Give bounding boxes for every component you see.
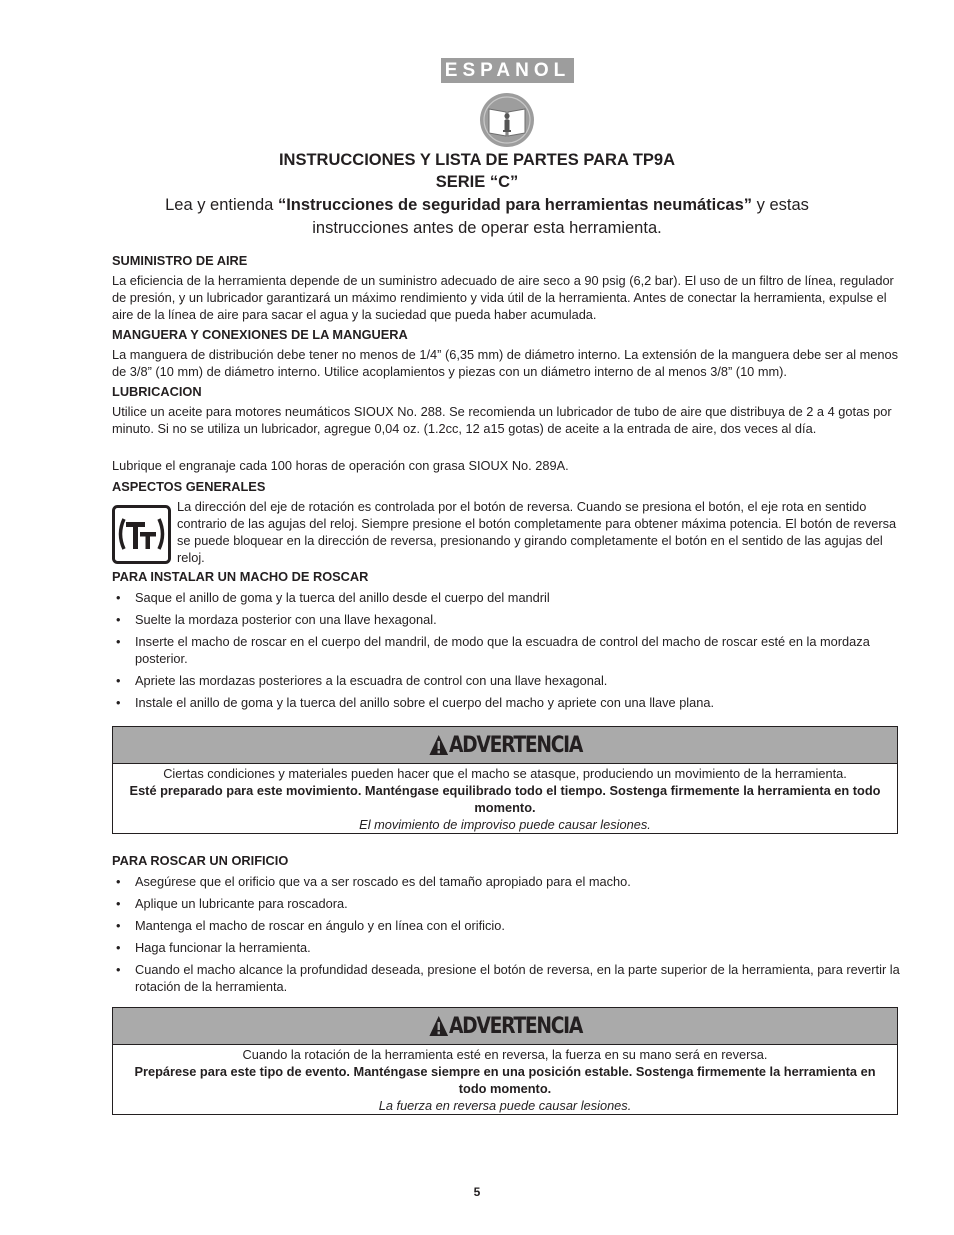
list-item: • Cuando el macho alcance la profundidad deseada, presione el botón de reversa, en la parte superior de la herramienta, para revertir la rotación de la herramienta. xyxy=(116,962,900,994)
series-label: SERIE “C” xyxy=(435,173,519,191)
warning-title: ADVERTENCIA xyxy=(428,1014,582,1039)
read-prefix: Lea y entienda xyxy=(165,196,278,214)
document-title: INSTRUCCIONES Y LISTA DE PARTES PARA TP9A xyxy=(278,151,676,169)
warning-box-reverse xyxy=(112,1007,898,1115)
language-badge: ESPANOL xyxy=(441,58,574,83)
air-supply-text: La eficiencia de la herramienta depende de un suministro adecuado de aire seco a 90 psig (6,2 bar). El uso de un filtro de línea, regulador de presión, y un lubricador garantizará un máximo rendimiento y vida útil de la herramienta. Antes de conectar la herramienta, expulse el aire de la línea de aire para sacar el agua y la suciedad que pueda haber acumulada. xyxy=(112,273,894,322)
list-item: • Apriete las mordazas posteriores a la escuadra de control con una llave hexagonal. xyxy=(116,673,608,688)
manual-info-icon xyxy=(479,92,535,148)
list-item: • Asegúrese que el orificio que va a ser roscado es del tamaño apropiado para el macho. xyxy=(116,874,631,889)
warning-box-binding xyxy=(112,726,898,834)
safety-instructions-title: “Instrucciones de seguridad para herramientas neumáticas” xyxy=(277,196,753,214)
read-suffix: y estas xyxy=(752,196,809,214)
tapping-tt-icon xyxy=(112,505,171,564)
list-item: • Instale el anillo de goma y la tuerca del anillo sobre el cuerpo del macho y apriete con una llave plana. xyxy=(116,695,715,710)
install-tap-steps xyxy=(112,589,902,716)
list-item: • Mantenga el macho de roscar en ángulo y en línea con el orificio. xyxy=(116,918,505,933)
hose-heading: MANGUERA Y CONEXIONES DE LA MANGUERA xyxy=(112,327,408,342)
tap-hole-steps xyxy=(112,873,902,1000)
list-item: • Aplique un lubricante para roscadora. xyxy=(116,896,348,911)
lubrication-grease-text: Lubrique el engranaje cada 100 horas de operación con grasa SIOUX No. 289A. xyxy=(112,458,569,473)
warning-header xyxy=(113,1008,897,1045)
read-line2: instrucciones antes de operar esta herramienta. xyxy=(312,219,662,237)
page-number: 5 xyxy=(473,1185,481,1199)
hose-text: La manguera de distribución debe tener no menos de 1/4” (6,35 mm) de diámetro interno. La extensión de la manguera debe ser al menos de 3/8” (10 mm) de diámetro interno. Utilice acoplamientos y piezas con un diámetro interno de al menos 3/8” (10 mm). xyxy=(112,347,899,379)
warning-triangle-icon xyxy=(428,1015,448,1037)
warning-triangle-icon xyxy=(428,734,448,756)
list-item: • Inserte el macho de roscar en el cuerpo del mandril, de modo que la escuadra de control del macho de roscar esté en la mordaza posterior. xyxy=(116,634,870,666)
warning-body: Cuando la rotación de la herramienta esté en reversa, la fuerza en su mano será en reversa. Prepárese para este tipo de evento. Manténgase siempre en una posición estable. Sostenga firmemente la herramienta en todo momento. La fuerza en reversa puede causar lesiones. xyxy=(134,1047,876,1113)
lubrication-text: Utilice un aceite para motores neumáticos SIOUX No. 288. Se recomienda un lubricador de tubo de aire que distribuya de 2 a 4 gotas por minuto. Si no se utiliza un lubricador, agregue 0,04 oz. (1.2cc, 12 a15 gotas) de aceite a la entrada de aire, dos veces al día. xyxy=(112,404,892,436)
general-heading: ASPECTOS GENERALES xyxy=(112,479,266,494)
install-tap-heading: PARA INSTALAR UN MACHO DE ROSCAR xyxy=(112,569,369,584)
air-supply-heading: SUMINISTRO DE AIRE xyxy=(112,253,248,268)
list-item: • Suelte la mordaza posterior con una llave hexagonal. xyxy=(116,612,437,627)
lubrication-heading: LUBRICACION xyxy=(112,384,202,399)
general-text: La dirección del eje de rotación es controlada por el botón de reversa. Cuando se presiona el botón, el eje rota en sentido contrario de las agujas del reloj. Siempre presione el botón completamente para obtener máxima potencia. El botón de reversa se puede bloquear en la dirección de reversa, presionando y girando completamente el botón en el sentido de las agujas del reloj. xyxy=(177,499,897,565)
list-item: • Saque el anillo de goma y la tuerca del anillo desde el cuerpo del mandril xyxy=(116,590,550,605)
warning-body: Ciertas condiciones y materiales pueden hacer que el macho se atasque, produciendo un movimiento de la herramienta. Esté preparado para este movimiento. Manténgase equilibrado todo el tiempo. Sostenga firmemente la herramienta en todo momento. El movimiento de improviso puede causar lesiones. xyxy=(129,766,881,832)
warning-header xyxy=(113,727,897,764)
warning-title: ADVERTENCIA xyxy=(428,733,582,758)
list-item: • Haga funcionar la herramienta. xyxy=(116,940,311,955)
tap-hole-heading: PARA ROSCAR UN ORIFICIO xyxy=(112,853,289,868)
read-instructions-note xyxy=(100,194,874,240)
